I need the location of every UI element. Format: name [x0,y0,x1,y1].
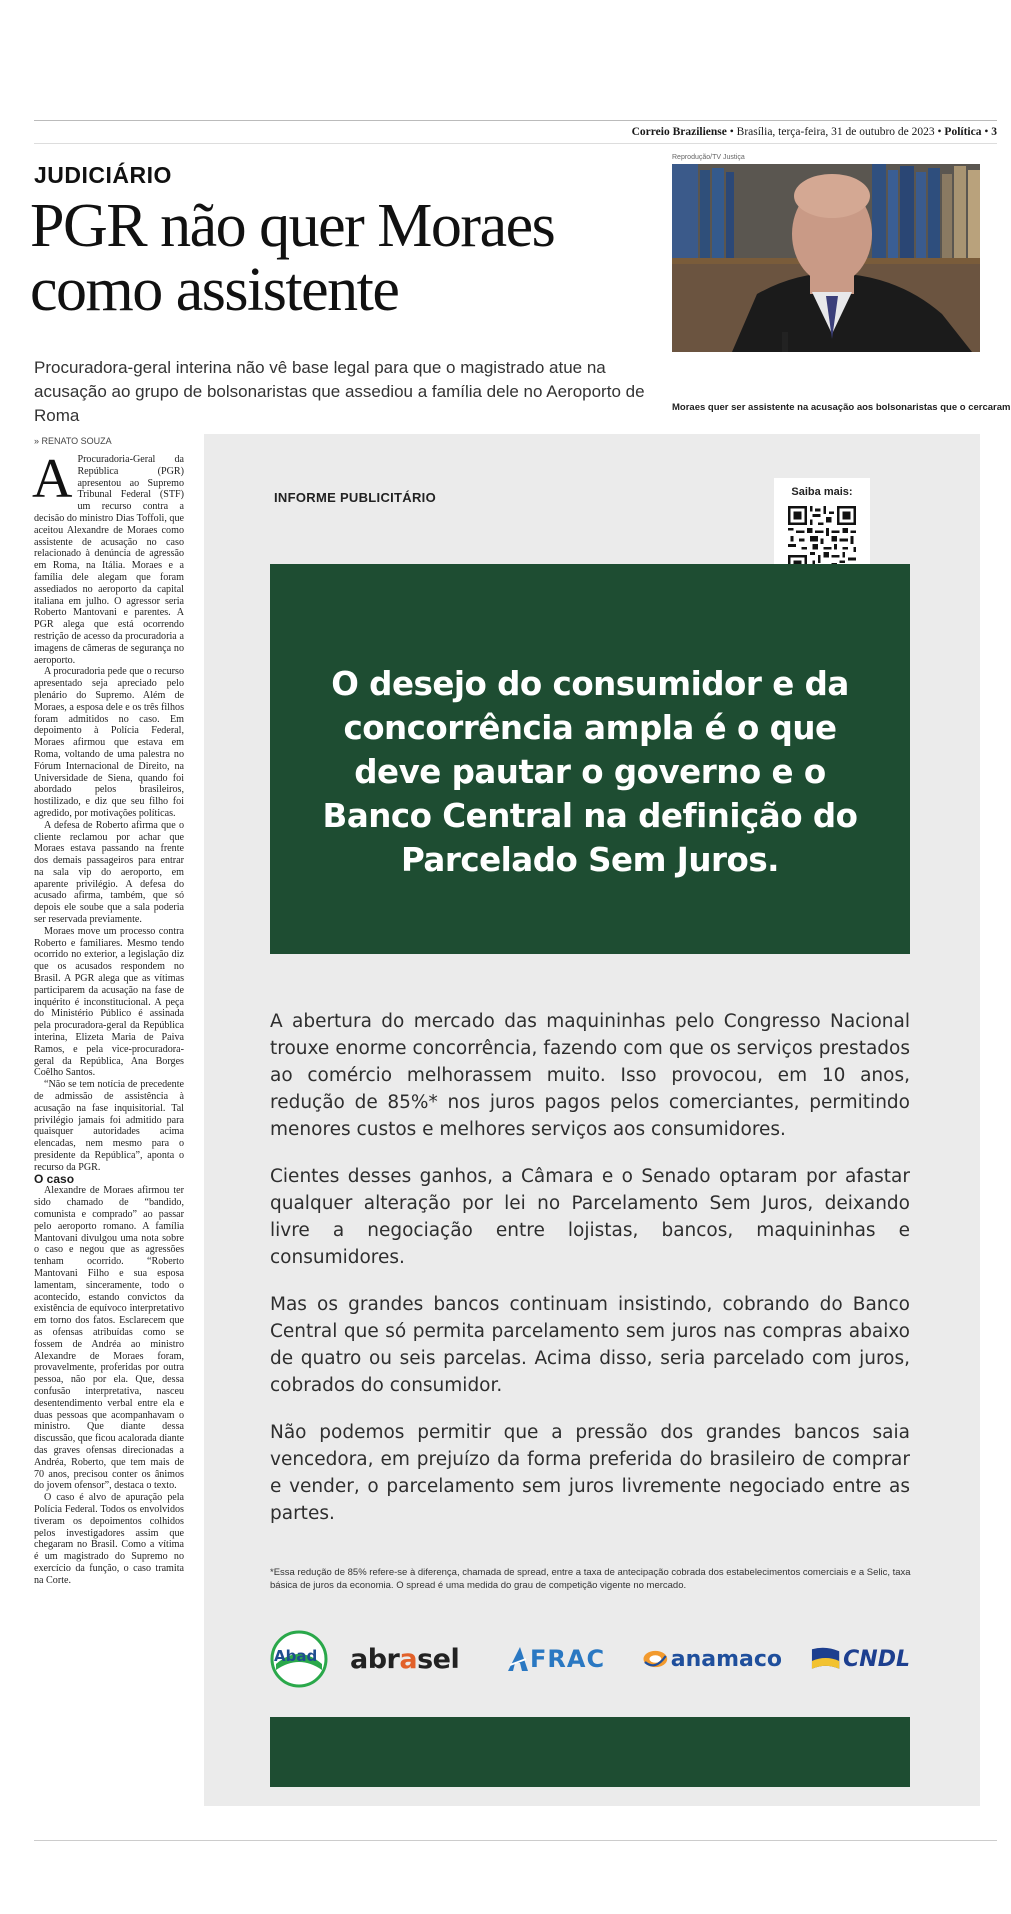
header-separator: • [937,126,942,138]
abad-logo: Abad [270,1629,340,1689]
sponsor-logos [270,1629,910,1689]
header-bottom-rule [34,143,997,144]
advertisement [204,434,980,1806]
byline: » RENATO SOUZA [34,436,112,446]
section-name: Política [944,126,982,138]
publication-name: Correio Braziliense [631,126,727,138]
page-number: 3 [991,126,997,138]
afrac-logo: FRAC [506,1629,626,1689]
ad-footnote: *Essa redução de 85% refere-se à diferença, chamada de spread, entre a taxa de antecipação cobrada dos estabelecimentos comerciais e a Selic, taxa básica de juros da economia. O spread é uma medida do grau de competição vigente no mercado. [270,1567,911,1591]
header-top-rule [34,120,997,121]
dateline: Brasília, terça-feira, 31 de outubro de 2023 [736,126,935,138]
article-subtitle: O caso [34,1171,75,1186]
section-kicker: JUDICIÁRIO [34,162,172,188]
ad-paragraph: Mas os grandes bancos continuam insistindo, cobrando do Banco Central que só permita parcelamento sem juros nas compras abaixo de quatro ou seis parcelas. Acima disso, seria parcelado com juros, cobrados do consumidor. [270,1294,910,1396]
article-paragraph: A Procuradoria-Geral da República (PGR) apresentou ao Supremo Tribunal Federal (STF) um recurso contra a decisão do ministro Dias Toffoli, que aceitou Alexandre de Moraes como assistente de acusação no caso relacionado à denúncia de agressão em Roma, na Itália. Moraes e a família dele alegam que foram assediados no aeroporto da capital italiana em julho. O agressor seria Roberto Mantovani e parentes. A PGR alega que está ocorrendo restrição de acesso da procuradoria a imagens de câmeras de segurança no aeroporto. [32,448,184,666]
article-paragraph: “Não se tem notícia de precedente de admissão de assistência à acusação na fase inquisitorial. Tal privilégio jamais foi admitido para quaisquer autoridades acima elencadas, nem mesmo para o presidente da República”, aponta o recurso da PGR. [34,1079,184,1173]
anamaco-swirl-icon [642,1645,669,1673]
page-header [632,126,997,138]
article-photo [672,164,980,352]
article-headline: PGR não quer Moraes como assistente [30,192,555,324]
article-paragraph: A defesa de Roberto afirma que o cliente reclamou por achar que Moraes estava passando na frente dos demais passageiros para entrar na sala vip do aeroporto, em aparente privilégio. A defesa do acusado afirma, também, que só depois ele soube que a sala poderia ser reservada previamente. [34,819,184,926]
ad-paragraph: A abertura do mercado das maquininhas pelo Congresso Nacional trouxe enorme concorrência, fazendo com que os serviços prestados ao comércio melhorassem muito. Isso provocou, em 10 anos, redução de 85%* nos juros pagos pelos comerciantes, permitindo menores custos e melhores serviços aos consumidores. [270,1011,910,1140]
photo-illustration [672,164,980,352]
qr-label: Saiba mais: [791,486,853,498]
article-paragraph: O caso é alvo de apuração pela Polícia Federal. Todos os envolvidos tiveram os depoimentos colhidos pelos investigadores assim que chegaram no Brasil. Como a vítima é um magistrado do Supremo no exercício da função, o caso tramita na Corte. [34,1492,184,1586]
anamaco-logo: anamaco [642,1629,782,1689]
article-subhead: Procuradora-geral interina não vê base legal para que o magistrado atue na acusação ao grupo de bolsonaristas que assediou a família dele no Aeroporto de Roma [34,358,645,425]
ad-footer-bar [270,1717,910,1787]
cndl-logo: CNDL [810,1629,910,1689]
article-paragraph: Alexandre de Moraes afirmou ter sido chamado de “bandido, comunista e comprado” ao passar pelo aeroporto romano. A família Mantovani divulgou uma nota sobre o caso e negou que as agressões tenham ocorrido. “Roberto Mantovani Filho e sua esposa lamentam, sinceramente, todo o acontecido, estando convictos da existência de equívoco interpretativo em torno dos fatos. Esclarecem que as ofensas atribuídas como se fossem de Andréa ao ministro Alexandre de Moraes foram, provavelmente, proferidas por outra pessoa, não por ela. Que, dessa confusão interpretativa, nasceu desentendimento verbal entre ela e duas pessoas que acompanhavam o ministro. Que diante dessa discussão, que ficou acalorada diante das graves ofensas direcionadas a Andréa, Roberto, que tem mais de 70 anos, precisou conter os ânimos do jovem ofensor”, destaca o texto. [34,1185,184,1492]
ad-label: INFORME PUBLICITÁRIO [274,490,436,505]
article-body [32,448,184,1587]
header-separator: • [729,126,734,138]
photo-credit: Reprodução/TV Justiça [672,154,745,161]
cndl-flag-icon [810,1645,841,1673]
afrac-triangle-icon [506,1645,530,1673]
header-separator: • [984,126,989,138]
article-paragraph: A procuradoria pede que o recurso apresentado seja apreciado pelo plenário do Supremo. Além de Moraes, a esposa dele e os três filhos foram admitidos no caso. Em depoimento à Polícia Federal, Moraes afirmou que estava em Roma, voltando de uma palestra no Fórum Internacional de Direito, na Universidade de Siena, quando foi abordado pelos brasileiros, hostilizado, e diz que seu filho foi agredido, por motivações políticas. [34,666,184,819]
ad-highlight-box [270,564,910,954]
photo-caption: Moraes quer ser assistente na acusação aos bolsonaristas que o cercaram [672,402,1011,413]
article-paragraph: Moraes move um processo contra Roberto e familiares. Mesmo tendo ocorrido no exterior, a legislação diz que os acusados respondem no Brasil. A PGR alega que as vítimas participarem da acusação na fase de inquérito é inconstitucional. A peça do Ministério Público é assinada pela procuradora-geral da República interina, Elizeta Maria de Paiva Ramos, e pela vice-procuradora-geral da República, Ana Borges Coêlho Santos. [34,925,184,1079]
ad-paragraph: Cientes desses ganhos, a Câmara e o Senado optaram por afastar qualquer alteração por lei no Parcelamento Sem Juros, deixando livre a negociação entre lojistas, bancos, maquininhas e consumidores. [270,1166,910,1268]
page-bottom-rule [34,1840,997,1841]
ad-body [270,1008,910,1547]
ad-paragraph: Não podemos permitir que a pressão dos grandes bancos saia vencedora, em prejuízo da forma preferida do brasileiro de comprar e vender, o parcelamento sem juros livremente negociado entre as partes. [270,1422,910,1524]
abrasel-logo: abrasel [350,1643,460,1675]
ad-headline: O desejo do consumidor e da concorrência ampla é o que deve pautar o governo e o Banco Central na definição do Parcelado Sem Juros. [322,665,858,879]
dropcap: A [32,448,73,510]
